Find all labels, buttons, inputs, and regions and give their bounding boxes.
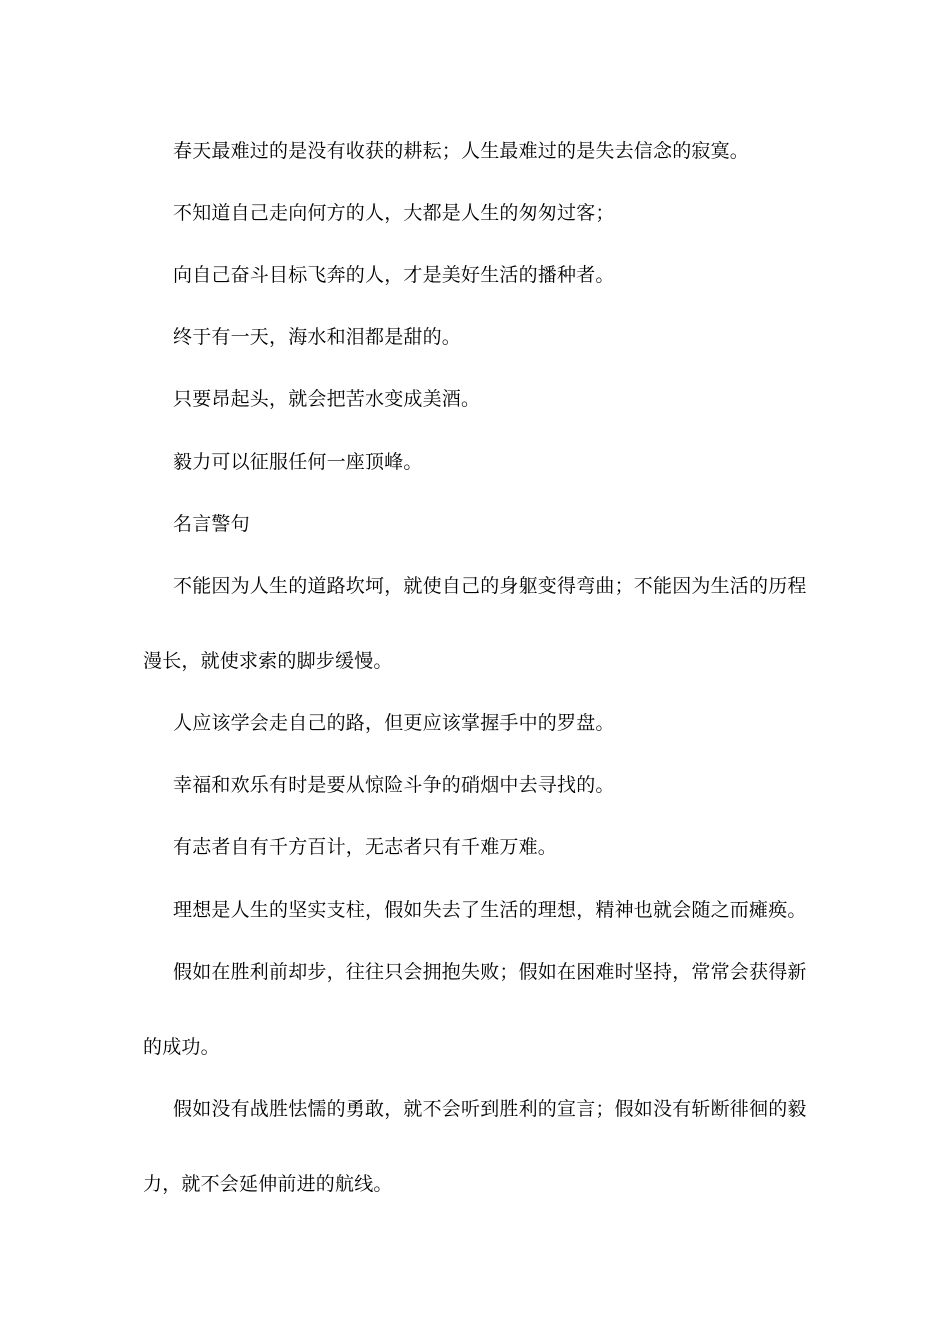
- paragraph-line-continuation: 漫长，就使求索的脚步缓慢。: [143, 650, 393, 672]
- paragraph-line-continuation: 的成功。: [143, 1036, 220, 1058]
- paragraph-line-continuation: 力，就不会延伸前进的航线。: [143, 1173, 393, 1195]
- section-heading: 名言警句: [173, 513, 250, 535]
- paragraph-line: 向自己奋斗目标飞奔的人，才是美好生活的播种者。: [173, 264, 615, 286]
- paragraph-line: 春天最难过的是没有收获的耕耘；人生最难过的是失去信念的寂寞。: [173, 140, 750, 162]
- paragraph-line: 幸福和欢乐有时是要从惊险斗争的硝烟中去寻找的。: [173, 774, 615, 796]
- paragraph-line: 人应该学会走自己的路，但更应该掌握手中的罗盘。: [173, 712, 615, 734]
- paragraph-line: 终于有一天，海水和泪都是甜的。: [173, 326, 462, 348]
- paragraph-line: 有志者自有千方百计，无志者只有千难万难。: [173, 836, 558, 858]
- paragraph-line: 毅力可以征服任何一座顶峰。: [173, 451, 423, 473]
- paragraph-line: 只要昂起头，就会把苦水变成美酒。: [173, 388, 481, 410]
- paragraph-line: 假如在胜利前却步，往往只会拥抱失败；假如在困难时坚持，常常会获得新: [173, 961, 807, 983]
- paragraph-line: 不能因为人生的道路坎坷，就使自己的身躯变得弯曲；不能因为生活的历程: [173, 575, 807, 597]
- paragraph-line: 理想是人生的坚实支柱，假如失去了生活的理想，精神也就会随之而瘫痪。: [173, 899, 807, 921]
- paragraph-line: 假如没有战胜怯懦的勇敢，就不会听到胜利的宣言；假如没有斩断徘徊的毅: [173, 1098, 807, 1120]
- paragraph-line: 不知道自己走向何方的人，大都是人生的匆匆过客；: [173, 202, 615, 224]
